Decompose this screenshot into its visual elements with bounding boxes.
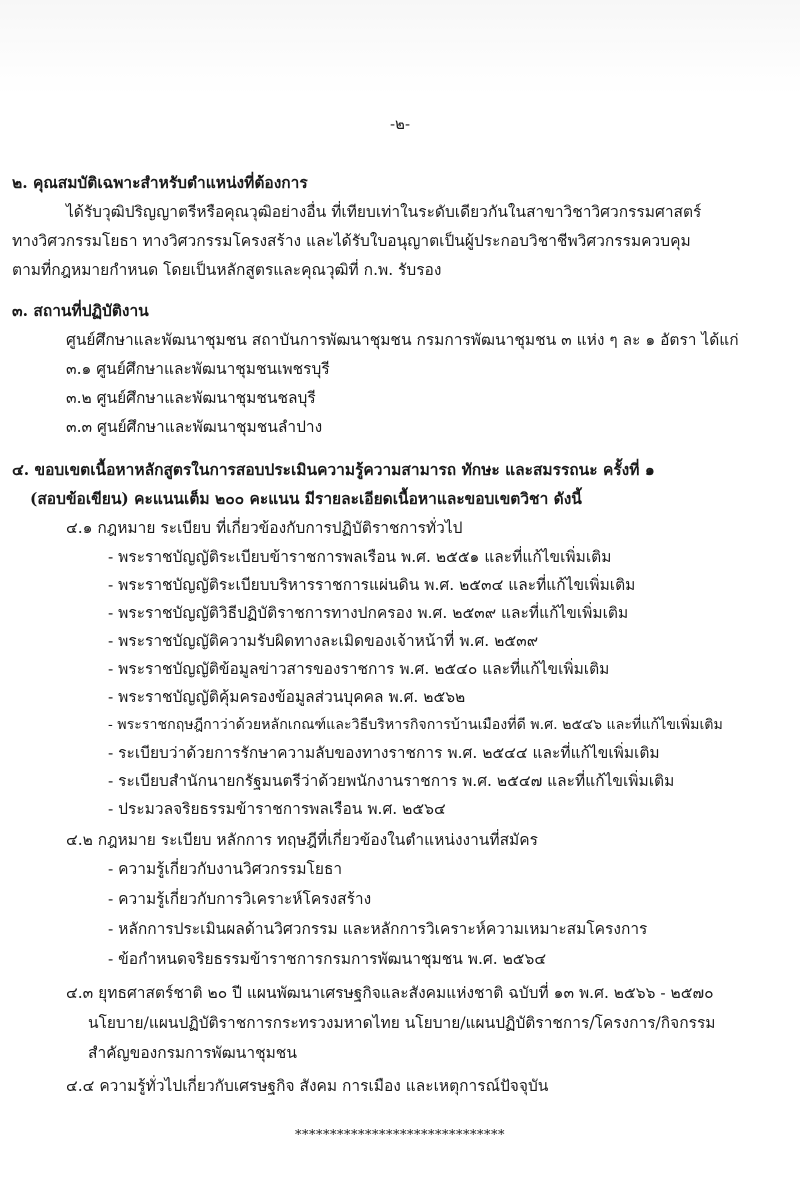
- law-list-item: - พระราชบัญญัติคุ้มครองข้อมูลส่วนบุคคล พ.ศ. ๒๕๖๒: [108, 688, 466, 706]
- law-list-item: - ประมวลจริยธรรมข้าราชการพลเรือน พ.ศ. ๒๕๖๔: [108, 800, 446, 818]
- section4-3-line: สำคัญของกรมการพัฒนาชุมชน: [88, 1044, 297, 1062]
- section3-item: ๓.๒ ศูนย์ศึกษาและพัฒนาชุมชนชลบุรี: [66, 389, 316, 407]
- law-list-item: - พระราชบัญญัติระเบียบข้าราชการพลเรือน พ.ศ. ๒๕๕๑ และที่แก้ไขเพิ่มเติม: [108, 548, 612, 566]
- topic-list-item: - หลักการประเมินผลด้านวิศวกรรม และหลักการวิเคราะห์ความเหมาะสมโครงการ: [108, 920, 648, 938]
- law-list-item: - ระเบียบว่าด้วยการรักษาความลับของทางราชการ พ.ศ. ๒๕๔๔ และที่แก้ไขเพิ่มเติม: [108, 744, 660, 762]
- section3-heading: ๓. สถานที่ปฏิบัติงาน: [12, 301, 149, 320]
- section2-body-line: ได้รับวุฒิปริญญาตรีหรือคุณวุฒิอย่างอื่น ที่เทียบเท่าในระดับเดียวกันในสาขาวิชาวิศวกรรมศาสตร์: [66, 203, 702, 221]
- section3-intro: ศูนย์ศึกษาและพัฒนาชุมชน สถาบันการพัฒนาชุมชน กรมการพัฒนาชุมชน ๓ แห่ง ๆ ละ ๑ อัตรา ได้แก่: [66, 331, 739, 349]
- section4-1-title: ๔.๑ กฎหมาย ระเบียบ ที่เกี่ยวข้องกับการปฏิบัติราชการทั่วไป: [66, 519, 463, 537]
- scan-header-ghost: [0, 0, 800, 95]
- law-list-item: - พระราชบัญญัติข้อมูลข่าวสารของราชการ พ.ศ. ๒๕๔๐ และที่แก้ไขเพิ่มเติม: [108, 660, 610, 678]
- law-list-item: - พระราชกฤษฎีกาว่าด้วยหลักเกณฑ์และวิธีบริหารกิจการบ้านเมืองที่ดี พ.ศ. ๒๕๔๖ และที่แก้ไขเพิ่มเติม: [108, 717, 723, 733]
- section3-item: ๓.๑ ศูนย์ศึกษาและพัฒนาชุมชนเพชรบุรี: [66, 360, 330, 378]
- section4-3-line: ๔.๓ ยุทธศาสตร์ชาติ ๒๐ ปี แผนพัฒนาเศรษฐกิจและสังคมแห่งชาติ ฉบับที่ ๑๓ พ.ศ. ๒๕๖๖ - ๒๕๗๐: [66, 984, 714, 1002]
- section4-3-line: นโยบาย/แผนปฏิบัติราชการกระทรวงมหาดไทย นโยบาย/แผนปฏิบัติราชการ/โครงการ/กิจกรรม: [88, 1014, 716, 1032]
- law-list-item: - พระราชบัญญัติความรับผิดทางละเมิดของเจ้าหน้าที่ พ.ศ. ๒๕๓๙: [108, 632, 539, 650]
- section2-heading: ๒. คุณสมบัติเฉพาะสำหรับตำแหน่งที่ต้องการ: [12, 173, 308, 192]
- topic-list-item: - ความรู้เกี่ยวกับการวิเคราะห์โครงสร้าง: [108, 890, 372, 908]
- section4-heading: (สอบข้อเขียน) คะแนนเต็ม ๒๐๐ คะแนน มีรายละเอียดเนื้อหาและขอบเขตวิชา ดังนี้: [30, 489, 582, 508]
- law-list-item: - พระราชบัญญัติวิธีปฏิบัติราชการทางปกครอง พ.ศ. ๒๕๓๙ และที่แก้ไขเพิ่มเติม: [108, 604, 629, 622]
- law-list-item: - ระเบียบสำนักนายกรัฐมนตรีว่าด้วยพนักงานราชการ พ.ศ. ๒๕๔๗ และที่แก้ไขเพิ่มเติม: [108, 772, 675, 790]
- section3-item: ๓.๓ ศูนย์ศึกษาและพัฒนาชุมชนลำปาง: [66, 418, 323, 436]
- topic-list-item: - ข้อกำหนดจริยธรรมข้าราชการกรมการพัฒนาชุมชน พ.ศ. ๒๕๖๔: [108, 950, 547, 968]
- section4-heading: ๔. ขอบเขตเนื้อหาหลักสูตรในการสอบประเมินความรู้ความสามารถ ทักษะ และสมรรถนะ ครั้งที่ ๑: [12, 460, 655, 479]
- topic-list-item: - ความรู้เกี่ยวกับงานวิศวกรรมโยธา: [108, 860, 343, 878]
- law-list-item: - พระราชบัญญัติระเบียบบริหารราชการแผ่นดิน พ.ศ. ๒๕๓๔ และที่แก้ไขเพิ่มเติม: [108, 576, 636, 594]
- page-number: -๒-: [389, 115, 411, 133]
- section4-2-title: ๔.๒ กฎหมาย ระเบียบ หลักการ ทฤษฎีที่เกี่ยวข้องในตำแหน่งงานที่สมัคร: [66, 831, 538, 849]
- section2-body-line: ตามที่กฎหมายกำหนด โดยเป็นหลักสูตรและคุณวุฒิที่ ก.พ. รับรอง: [12, 261, 442, 279]
- section2-body-line: ทางวิศวกรรมโยธา ทางวิศวกรรมโครงสร้าง และได้รับใบอนุญาตเป็นผู้ประกอบวิชาชีพวิศวกรรมควบคุม: [12, 232, 691, 250]
- section4-4-title: ๔.๔ ความรู้ทั่วไปเกี่ยวกับเศรษฐกิจ สังคม การเมือง และเหตุการณ์ปัจจุบัน: [66, 1077, 549, 1095]
- end-separator: ******************************: [295, 1128, 505, 1143]
